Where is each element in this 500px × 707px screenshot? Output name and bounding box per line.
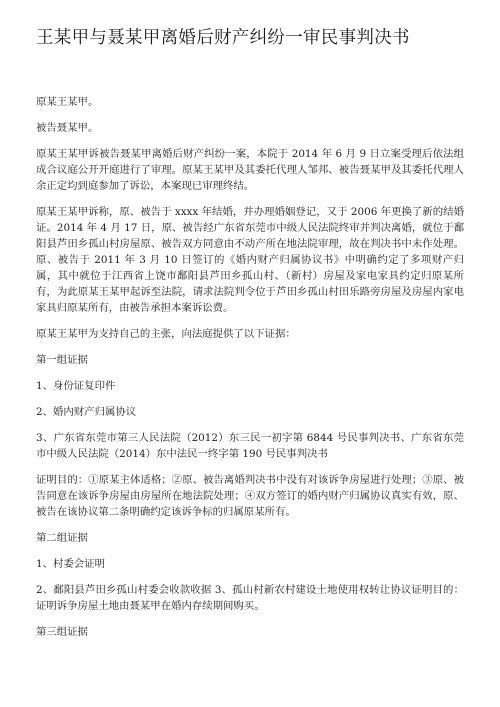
evidence-group-heading: 第二组证据 <box>36 532 88 544</box>
plaintiff-line: 原某王某甲。 <box>36 96 99 108</box>
evidence-purpose-paragraph: 证明目的：①原某主体适格；②原、被告离婚判决书中没有对该诉争房屋进行处理；③原、被告同意在该诉争房屋由房屋所在地法院处理；④双方签订的婚内财产归属协议真实有效，原、被告在该协议第二条明确约定该诉争标的归属原某所有。 <box>36 474 464 518</box>
evidence-intro-paragraph: 原某王某甲为支持自己的主张，向法庭提供了以下证据： <box>36 328 296 340</box>
evidence-group-heading: 第三组证据 <box>36 626 88 638</box>
case-intro-paragraph: 原某王某甲诉被告聂某甲离婚后财产纠纷一案，本院于 2014 年 6 月 9 日立案受理后依法组成合议庭公开开庭进行了审理。原某王某甲及其委托代理人邹邦、被告聂某甲及其委托代理人余正定均到庭参加了诉讼，本案现已审理终结。 <box>36 148 464 192</box>
evidence-item: 1、村委会证明 <box>36 558 105 570</box>
evidence-item: 3、广东省东莞市第三人民法院（2012）东三民一初字第 6844 号民事判决书、广东省东莞市中级人民法院（2014）东中法民一终字第 190 号民事判决书 <box>36 432 464 460</box>
plaintiff-claim-paragraph: 原某王某甲诉称，原、被告于 xxxx 年结婚，并办理婚姻登记，又于 2006 年更换了新的结婚证。2014 年 4 月 17 日，原、被告经广东省东莞市中级人民法院终审并判决离婚，就位于鄱阳县芦田乡孤山村房屋原、被告双方同意由不动产所在地法院审理，故在判决书中未作处理。原、被告于 2011 年 3 月 10 日签订的《婚内财产归属协议书》中明确约定了多项财产归属，其中就位于江西省上饶市鄱阳县芦田乡孤山村、（新村）房屋及家电家具约定归原某所有，为此原某王某甲起诉至法院，请求法院判令位于芦田乡孤山村田乐路旁房屋及房屋内家电家具归原某所有，由被告承担本案诉讼费。 <box>36 206 464 314</box>
document-title: 王某甲与聂某甲离婚后财产纠纷一审民事判决书 <box>36 28 410 48</box>
evidence-group-heading: 第一组证据 <box>36 354 88 366</box>
document-body <box>36 94 464 650</box>
defendant-line: 被告聂某甲。 <box>36 122 99 134</box>
evidence-item: 1、身份证复印件 <box>36 380 116 392</box>
evidence-item: 2、婚内财产归属协议 <box>36 406 137 418</box>
evidence-item: 2、鄱阳县芦田乡孤山村委会收款收据 3、孤山村新农村建设土地使用权转让协议证明目的：证明诉争房屋土地由聂某甲在婚内存续期间购买。 <box>36 584 464 612</box>
